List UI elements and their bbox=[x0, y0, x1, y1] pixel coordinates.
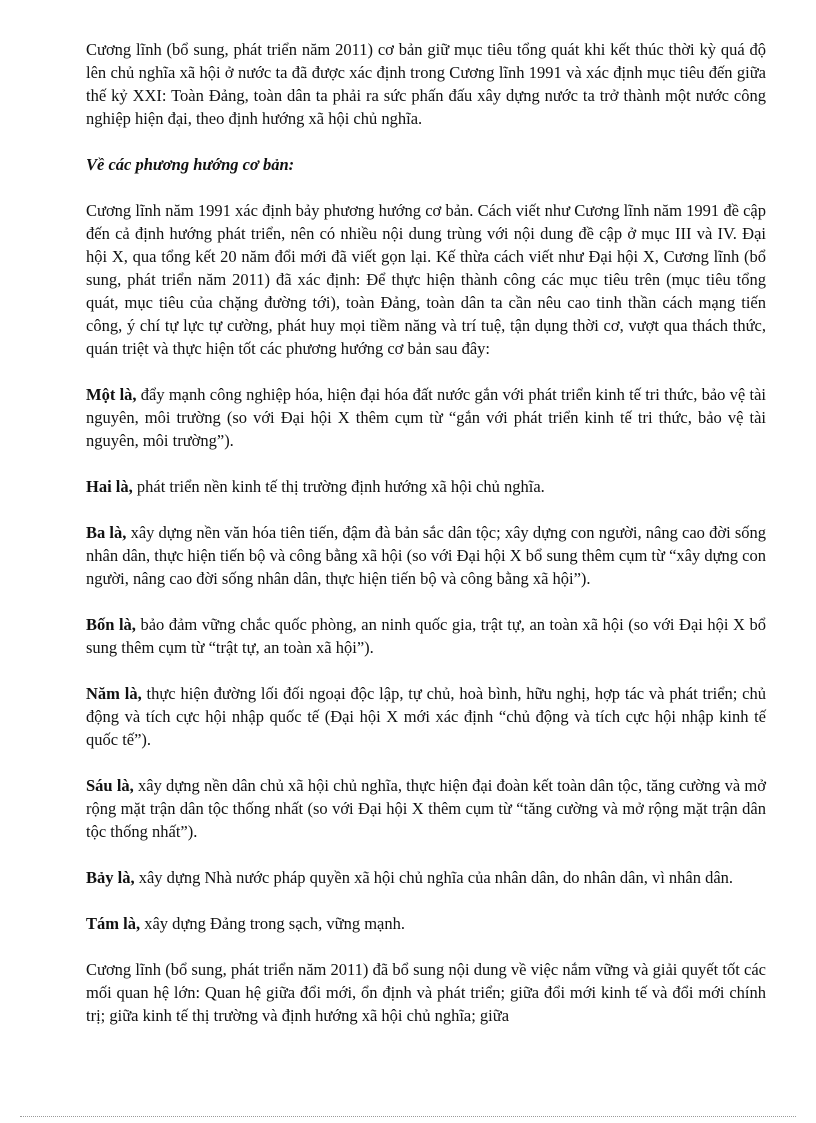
direction-text: xây dựng nền dân chủ xã hội chủ nghĩa, thực hiện đại đoàn kết toàn dân tộc, tăng cường và mở rộng mặt trận dân tộc thống nhất (so với Đại hội X thêm cụm từ “tăng cường và mở rộng mặt trận dân tộc thống nhất”). bbox=[86, 776, 766, 841]
direction-paragraph-3 bbox=[86, 521, 766, 590]
direction-lead: Sáu là, bbox=[86, 776, 134, 795]
page-bottom-divider bbox=[20, 1116, 796, 1117]
direction-lead: Một là, bbox=[86, 385, 137, 404]
direction-lead: Bốn là, bbox=[86, 615, 136, 634]
intro-paragraph: Cương lĩnh (bổ sung, phát triển năm 2011) cơ bản giữ mục tiêu tổng quát khi kết thúc thời kỳ quá độ lên chủ nghĩa xã hội ở nước ta đã được xác định trong Cương lĩnh 1991 và xác định mục tiêu đến giữa thế kỷ XXI: Toàn Đảng, toàn dân ta phải ra sức phấn đấu xây dựng nước ta trở thành một nước công nghiệp hiện đại, theo định hướng xã hội chủ nghĩa. bbox=[86, 40, 766, 128]
direction-lead: Ba là, bbox=[86, 523, 127, 542]
direction-lead: Hai là, bbox=[86, 477, 133, 496]
direction-paragraph-7 bbox=[86, 866, 766, 889]
direction-text: xây dựng Nhà nước pháp quyền xã hội chủ nghĩa của nhân dân, do nhân dân, vì nhân dân. bbox=[134, 868, 734, 887]
direction-text: xây dựng Đảng trong sạch, vững mạnh. bbox=[140, 914, 405, 933]
direction-paragraph-5 bbox=[86, 682, 766, 751]
overview-paragraph: Cương lĩnh năm 1991 xác định bảy phương hướng cơ bản. Cách viết như Cương lĩnh năm 1991 đề cập đến cả định hướng phát triển, nên có nhiều nội dung trùng với nội dung đề cập ở mục III và IV. Đại hội X, qua tổng kết 20 năm đổi mới đã viết gọn lại. Kế thừa cách viết như Đại hội X, Cương lĩnh (bổ sung, phát triển năm 2011) đã xác định: Để thực hiện thành công các mục tiêu trên (mục tiêu tổng quát, mục tiêu của chặng đường tới), toàn Đảng, toàn dân ta cần nêu cao tinh thần cách mạng tiến công, ý chí tự lực tự cường, phát huy mọi tiềm năng và trí tuệ, tận dụng thời cơ, vượt qua thách thức, quán triệt và thực hiện tốt các phương hướng cơ bản sau đây: bbox=[86, 201, 766, 358]
direction-text: phát triển nền kinh tế thị trường định hướng xã hội chủ nghĩa. bbox=[132, 477, 545, 496]
direction-paragraph-2 bbox=[86, 475, 766, 498]
document-page bbox=[86, 38, 766, 1050]
direction-text: thực hiện đường lối đối ngoại độc lập, tự chủ, hoà bình, hữu nghị, hợp tác và phát triển; chủ động và tích cực hội nhập quốc tế (Đại hội X mới xác định “chủ động và tích cực hội nhập kinh tế quốc tế”). bbox=[86, 684, 767, 749]
direction-lead: Năm là, bbox=[86, 684, 142, 703]
direction-text: xây dựng nền văn hóa tiên tiến, đậm đà bản sắc dân tộc; xây dựng con người, nâng cao đời sống nhân dân, thực hiện tiến bộ và công bằng xã hội (so với Đại hội X bổ sung thêm cụm từ “xây dựng con người, nâng cao đời sống nhân dân, thực hiện tiến bộ và công bằng xã hội”). bbox=[86, 523, 766, 588]
direction-lead: Tám là, bbox=[86, 914, 141, 933]
closing-paragraph: Cương lĩnh (bổ sung, phát triển năm 2011) đã bổ sung nội dung về việc nắm vững và giải quyết tốt các mối quan hệ lớn: Quan hệ giữa đổi mới, ổn định và phát triển; giữa đổi mới kinh tế và đổi mới chính trị; giữa kinh tế thị trường và định hướng xã hội chủ nghĩa; giữa bbox=[86, 960, 766, 1025]
direction-paragraph-8 bbox=[86, 912, 766, 935]
direction-lead: Bảy là, bbox=[86, 868, 135, 887]
direction-paragraph-1 bbox=[86, 383, 766, 452]
direction-text: bảo đảm vững chắc quốc phòng, an ninh quốc gia, trật tự, an toàn xã hội (so với Đại hội X bổ sung thêm cụm từ “trật tự, an toàn xã hội”). bbox=[86, 615, 766, 657]
section-heading: Về các phương hướng cơ bản: bbox=[86, 155, 295, 174]
direction-text: đẩy mạnh công nghiệp hóa, hiện đại hóa đất nước gắn với phát triển kinh tế tri thức, bảo vệ tài nguyên, môi trường (so với Đại hội X thêm cụm từ “gắn với phát triển kinh tế tri thức, bảo vệ tài nguyên, môi trường”). bbox=[86, 385, 766, 450]
direction-paragraph-4 bbox=[86, 613, 766, 659]
direction-paragraph-6 bbox=[86, 774, 766, 843]
